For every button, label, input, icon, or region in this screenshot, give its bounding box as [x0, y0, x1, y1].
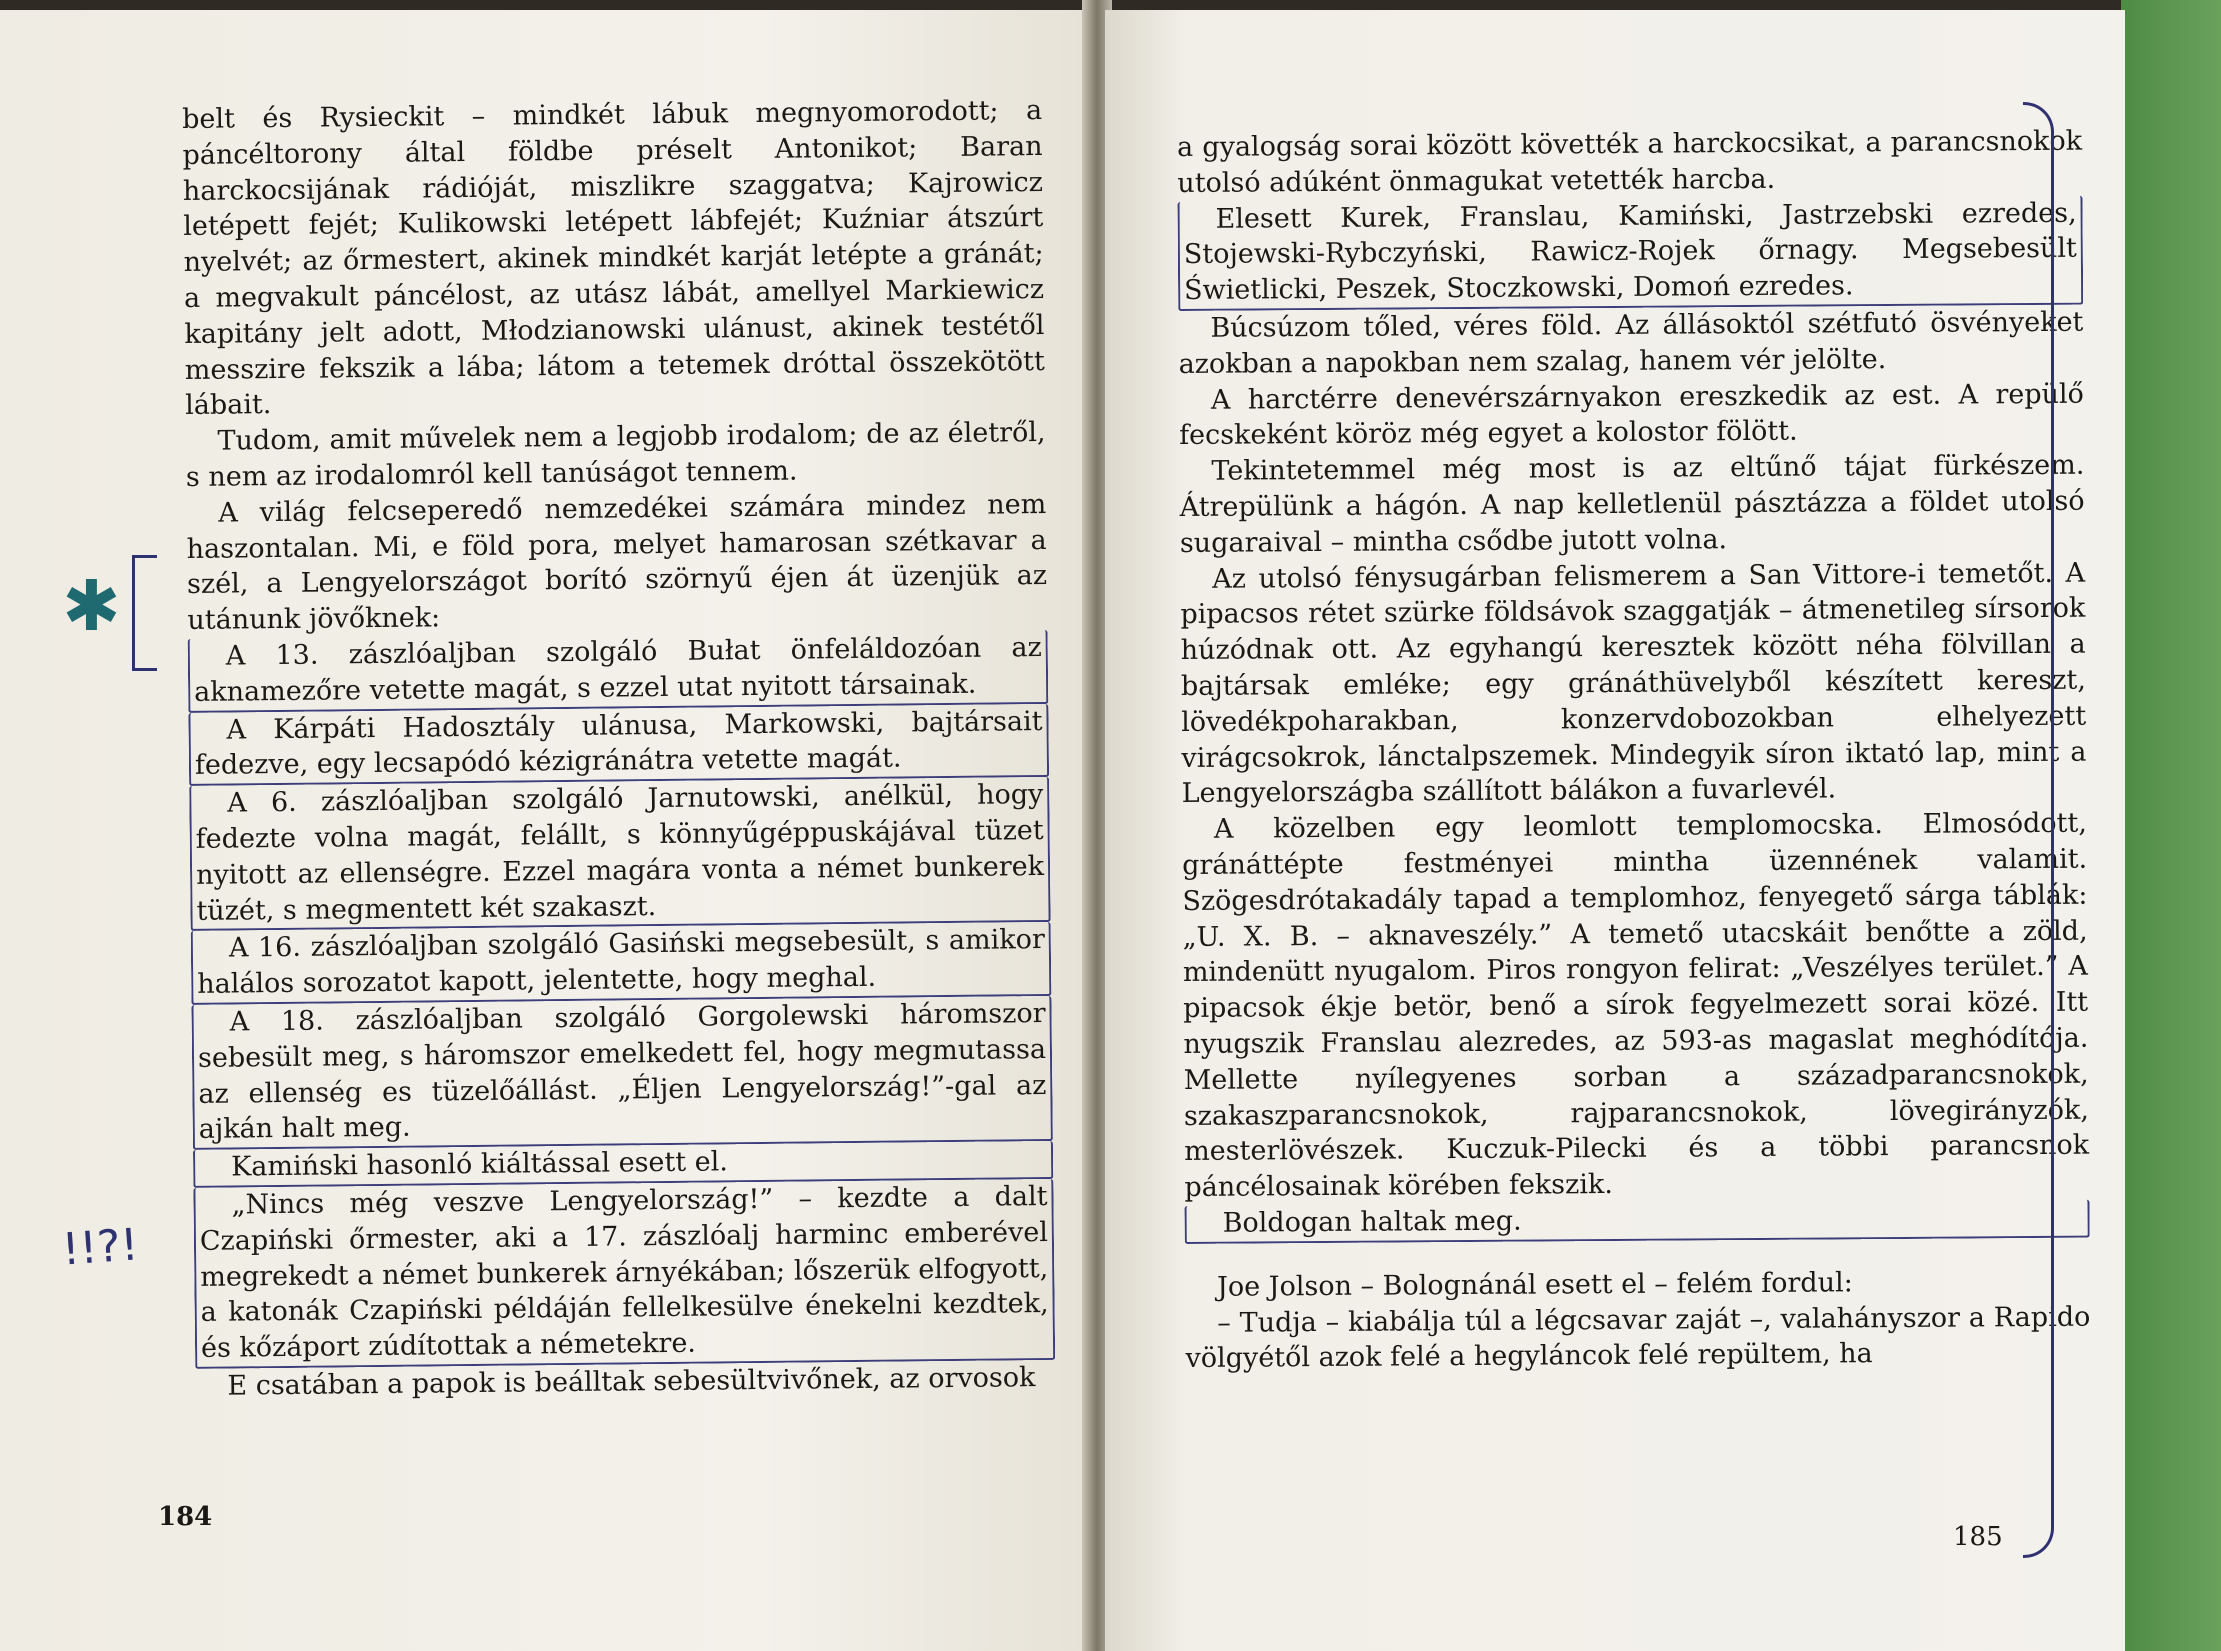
paragraph: Tekintetemmel még most is az eltűnő tájat fürkészem. Átrepülünk a hágón. A nap kelletlenül pásztázza a földet utolsó sugaraival – mintha csődbe jutott volna. — [1179, 449, 2085, 559]
page-number: 185 — [1953, 1522, 2003, 1552]
paragraph: A közelben egy leomlott templomocska. Elmosódott, gránáttépte festményei mintha üzennének valamit. Szögesdrótakadály tapad a templomhoz, fenyegető sárga táblák: „U. X. B. – aknaveszély.” A temető utacskáit benőtte a zöld, mindenütt nyugalom. Piros rongyon felirat: „Veszélyes terület.” A pipacsok ékje betör, benő a sírok fegyelmezett sorai közé. Itt nyugszik Franslau alezredes, az 593-as magaslat meghódítója. Mellette nyílegyenes sorban a századparancsnokok, szakaszparancsnokok, rajparancsnokok, lövegirányzók, mesterlövészek. Kuczuk-Pilecki és a többi parancsnok páncélosainak körében fekszik. — [1182, 807, 2090, 1204]
left-page-text — [182, 93, 1056, 1405]
marked-paragraph: A 16. zászlóaljban szolgáló Gasiński megsebesült, s amikor halálos sorozatot kapott, jelentette, hogy meghal. — [191, 922, 1052, 1005]
paragraph: Az utolsó fénysugárban felismerem a San Vittore-i temetőt. A pipacsos rétet szürke földsávok szaggatják – átmenetileg sírsorok húzódnak ott. Az egyhangú keresztek között néha fölvillan a bajtársak emléke; egy gránáthüvelyből készített kereszt, lövedékpoharakban, konzervdobozokban elhelyezett virágcsokrok, lánctalpszemek. Mindegyik síron iktató lap, mint a Lengyelországba szállított bálákon a fuvarlevél. — [1180, 557, 2087, 810]
marked-paragraph: A 18. zászlóaljban szolgáló Gorgolewski háromszor sebesült meg, s háromszor emelkedett fel, hogy megmutassa az ellenség es tüzelőállást. „Éljen Lengyelország!”-gal az ajkán halt meg. — [191, 996, 1052, 1150]
right-page-text — [1177, 124, 2091, 1377]
marked-paragraph: A 6. zászlóaljban szolgáló Jarnutowski, anélkül, hogy fedezte volna magát, felállt, s könnyűgéppuskájával tüzet nyitott az ellenségre. Ezzel magára vonta a német bunkerek tüzét, s megmentett két szakaszt. — [189, 777, 1050, 931]
marked-paragraph: Elesett Kurek, Franslau, Kamiński, Jastrzebski ezredes, Stojewski-Rybczyński, Rawicz-Rojek őrnagy. Megsebesült Świetlicki, Peszek, Stoczkowski, Domoń ezredes. — [1177, 195, 2083, 311]
paragraph: a gyalogság sorai között követték a harckocsikat, a parancsnokok utolsó adúként önmagukat vetették harcba. — [1177, 125, 2083, 199]
right-page — [1105, 10, 2125, 1651]
marked-paragraph: A Kárpáti Hadosztály ulánusa, Markowski, bajtársait fedezve, egy lecsapódó kézigránátra vetette magát. — [188, 704, 1049, 787]
paragraph: belt és Rysieckit – mindkét lábuk megnyomorodott; a páncéltorony által földbe préselt Antonikot; Baran harckocsijának rádióját, miszlikre szaggatva; Kajrowicz letépett fejét; Kulikowski letépett lábfejét; Kuźniar átszúrt nyelvét; az őrmestert, akinek mindkét karját letépte a gránát; a megvakult páncélost, az utász lábát, amellyel Markiewicz kapitány jelt adott, Młodzianowski ulánust, akinek testétől messzire fekszik a lába; látom a tetemek dróttal összekötött lábait. — [182, 94, 1045, 422]
marked-paragraph: Boldogan haltak meg. — [1185, 1200, 2090, 1244]
margin-frame-line — [2023, 102, 2054, 1558]
asterisk-mark-icon: ✱ — [62, 565, 121, 647]
paragraph: Joe Jolson – Bolognánál esett el – felém fordul: — [1216, 1267, 1853, 1303]
marked-paragraph: Kamiński hasonló kiáltással esett el. — [193, 1141, 1053, 1188]
page-number: 184 — [158, 1502, 213, 1532]
marked-paragraph: „Nincs még veszve Lengyelország!” – kezdte a dalt Czapiński őrmester, aki a 17. zászlóalj harminc emberével megrekedt a német bunkerek árnyékában; lőszerük elfogyott, a katonák Czapiński példáján fellelkesülve énekelni kezdtek, és kőzáport zúdítottak a németekre. — [193, 1179, 1055, 1369]
margin-bracket — [132, 555, 157, 671]
left-page — [0, 10, 1090, 1651]
paragraph: E csatában a papok is beálltak sebesültvivőnek, az orvosok — [227, 1362, 1036, 1402]
margin-note: !!?! — [60, 1219, 140, 1276]
paragraph: A világ felcseperedő nemzedékei számára mindez nem haszontalan. Mi, e föld pora, melyet hamarosan szétkavar a szél, a Lengyelországot borító szörnyű éjen át üzenjük az utánunk jövőknek: — [186, 488, 1048, 637]
book-cover-green — [2121, 0, 2221, 1651]
paragraph: Tudom, amit művelek nem a legjobb irodalom; de az életről, s nem az irodalomról kell tanúságot tennem. — [185, 417, 1046, 493]
paragraph: – Tudja – kiabálja túl a légcsavar zaját –, valahányszor a Rapido völgyétől azok felé a hegyláncok felé repültem, ha — [1185, 1301, 2091, 1375]
paragraph: A harctérre denevérszárnyakon ereszkedik az est. A repülő fecskeként köröz még egyet a kolostor fölött. — [1179, 378, 2084, 452]
paragraph: Búcsúzom tőled, véres föld. Az állásoktól szétfutó ösvényeket azokban a napokban nem szalag, hanem vér jelölte. — [1178, 306, 2084, 380]
marked-paragraph: A 13. zászlóaljban szolgáló Bułat önfeláldozóan az aknamezőre vetette magát, s ezzel utat nyitott társainak. — [188, 630, 1049, 713]
